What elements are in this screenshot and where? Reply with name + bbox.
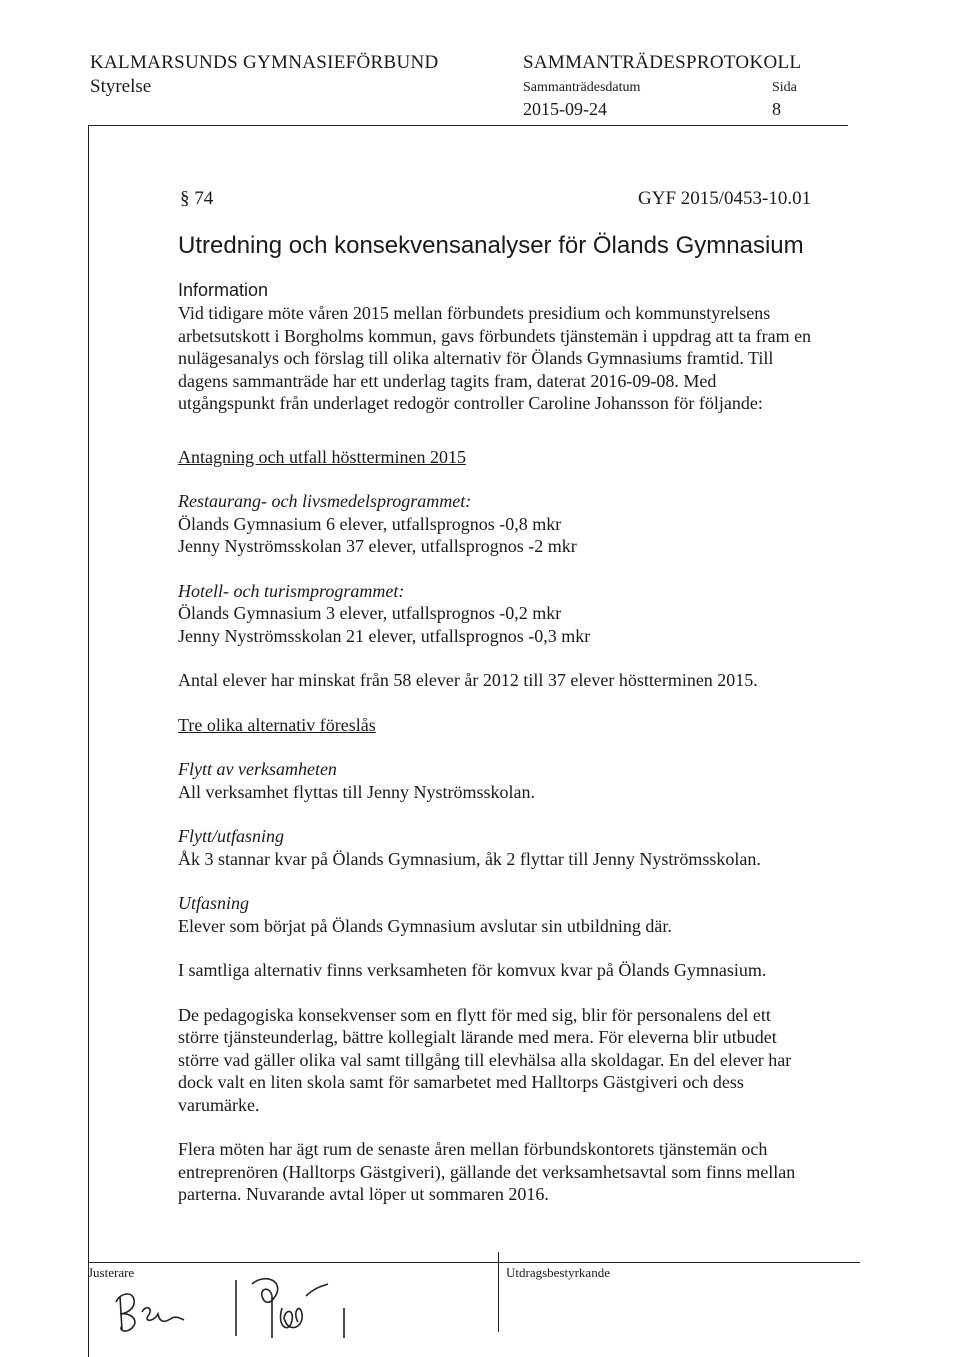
text-line: parterna. Nuvarande avtal löper ut sommaren 2016.	[178, 1184, 549, 1204]
alternative-2-text: Åk 3 stannar kvar på Ölands Gymnasium, åk 2 flyttar till Jenny Nyströmsskolan.	[178, 848, 761, 869]
information-heading: Information	[178, 280, 269, 300]
footer-divider	[498, 1252, 499, 1332]
body-name: Styrelse	[90, 76, 152, 97]
meetings-paragraph	[178, 1138, 878, 1206]
page-label: Sida	[772, 80, 797, 95]
case-number: GYF 2015/0453-10.01	[638, 188, 812, 209]
pedagogical-paragraph	[178, 1004, 878, 1117]
text-line: De pedagogiska konsekvenser som en flytt för med sig, blir för personalens del ett	[178, 1004, 771, 1025]
footer-rule	[88, 1262, 860, 1263]
signature-initials-2	[226, 1268, 366, 1348]
page-number: 8	[772, 99, 781, 119]
admission-heading: Antagning och utfall höstterminen 2015	[178, 446, 466, 467]
organization-name: KALMARSUNDS GYMNASIEFÖRBUND	[90, 52, 439, 73]
text-line: Jenny Nyströmsskolan 37 elever, utfallsprognos -2 mkr	[178, 536, 577, 556]
header-rule	[88, 125, 848, 126]
text-line: varumärke.	[178, 1094, 260, 1115]
document-type: SAMMANTRÄDESPROTOKOLL	[523, 52, 802, 73]
alternative-1-text: All verksamhet flyttas till Jenny Nyströmsskolan.	[178, 781, 535, 802]
alternative-1-title: Flytt av verksamheten	[178, 759, 337, 779]
text-line: arbetsutskott i Borgholms kommun, gavs förbundets tjänstemän i uppdrag att ta fram en	[178, 325, 812, 346]
text-line: större vad gäller olika val samt tillgång till elevhälsa alla skoldagar. En del elever har	[178, 1049, 792, 1070]
text-line: entreprenören (Halltorps Gästgiveri), gällande det verksamhetsavtal som finns mellan	[178, 1161, 796, 1182]
section-title: Utredning och konsekvensanalyser för Ölands Gymnasium	[178, 232, 804, 259]
utdrag-label: Utdragsbestyrkande	[506, 1265, 610, 1280]
text-line: Flera möten har ägt rum de senaste åren mellan förbundskontorets tjänstemän och	[178, 1139, 768, 1159]
left-margin-rule	[88, 125, 89, 1357]
text-line: nulägesanalys och förslag till olika alternativ för Ölands Gymnasiums framtid. Till	[178, 348, 774, 368]
alternatives-heading: Tre olika alternativ föreslås	[178, 714, 376, 735]
date-label: Sammanträdesdatum	[523, 80, 641, 95]
alternative-2-title: Flytt/utfasning	[178, 826, 284, 846]
signature-initials-1	[110, 1282, 200, 1342]
section-number: § 74	[180, 188, 214, 209]
alternative-3-title: Utfasning	[178, 893, 250, 913]
intro-paragraph	[178, 302, 878, 415]
text-line: dock valt en liten skola samt för samarbetet med Halltorps Gästgiveri och dess	[178, 1072, 744, 1092]
meeting-date: 2015-09-24	[523, 99, 607, 119]
text-line: större tjänsteunderlag, bättre kollegialt lärande med mera. För eleverna blir utbudet	[178, 1027, 777, 1047]
justerare-label: Justerare	[88, 1265, 135, 1280]
text-line: Vid tidigare möte våren 2015 mellan förbundets presidium och kommunstyrelsens	[178, 303, 771, 323]
text-line: utgångspunkt från underlaget redogör controller Caroline Johansson för följande:	[178, 393, 763, 413]
alternative-3-text: Elever som börjat på Ölands Gymnasium avslutar sin utbildning där.	[178, 915, 672, 936]
text-line: Ölands Gymnasium 3 elever, utfallsprognos -0,2 mkr	[178, 603, 562, 623]
komvux-note: I samtliga alternativ finns verksamheten för komvux kvar på Ölands Gymnasium.	[178, 960, 767, 980]
protocol-body	[178, 302, 878, 1206]
hotel-program-heading: Hotell- och turismprogrammet:	[178, 580, 405, 601]
text-line: Ölands Gymnasium 6 elever, utfallsprognos -0,8 mkr	[178, 513, 562, 534]
restaurant-program-heading: Restaurang- och livsmedelsprogrammet:	[178, 491, 472, 511]
student-decline-note: Antal elever har minskat från 58 elever år 2012 till 37 elever höstterminen 2015.	[178, 670, 758, 690]
text-line: dagens sammanträde har ett underlag tagits fram, daterat 2016-09-08. Med	[178, 370, 717, 391]
text-line: Jenny Nyströmsskolan 21 elever, utfallsprognos -0,3 mkr	[178, 625, 591, 646]
